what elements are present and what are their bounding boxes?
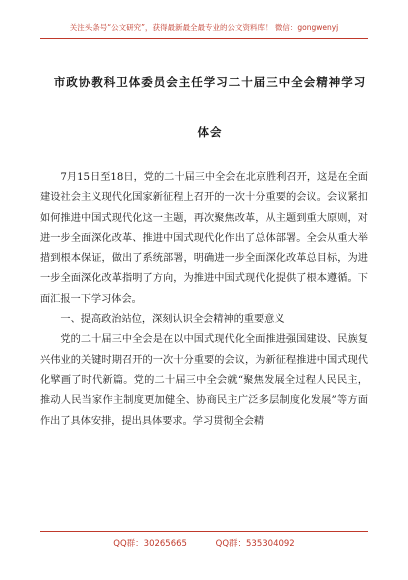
document-title-line-1: 市政协教科卫体委员会主任学习二十届三中全会精神学习 [53,75,367,89]
section-heading-1: 一、提高政治站位，深刻认识全会精神的重要意义 [60,314,285,326]
paragraph-2: 党的二十届三中全会是在以中国式现代化全面推进强国建设、民族复兴伟业的关键时期召开的一次十分重要的会议，为新征程推进中国式现代化擘画了时代新篇。党的二十届三中全会就“聚焦发展全过程人民民主，推动人民当家作主制度更加健全、协商民主广泛多层制度化发展”等方面作出了具体安排，提出具体要求。学习贯彻全会精 [40,334,368,427]
footer-divider [40,531,368,532]
document-title-line-2: 体会 [197,125,223,139]
document-footer: QQ群：30265665 QQ群：535304092 [113,539,295,549]
document-header: 关注头条号“公文研究”，获得最新最全最专业的公文资料库！ 微信：gongwenyj [69,23,339,32]
document-body [40,168,368,432]
header-divider [40,38,368,39]
paragraph-1: 7月15日至18日，党的二十届三中全会在北京胜利召开，这是在全面建设社会主义现代化国家新征程上召开的一次十分重要的会议。会议紧扣如何推进中国式现代化这一主题，再次聚焦改革，从主题到重大原则，对进一步全面深化改革、推进中国式现代化作出了总体部署。全会从重大举措到根本保证，做出了系统部署，明确进一步全面深化改革总目标，为进一步全面深化改革指明了方向，为推进中国式现代化提供了根本遵循。下面汇报一下学习体会。 [40,172,368,305]
